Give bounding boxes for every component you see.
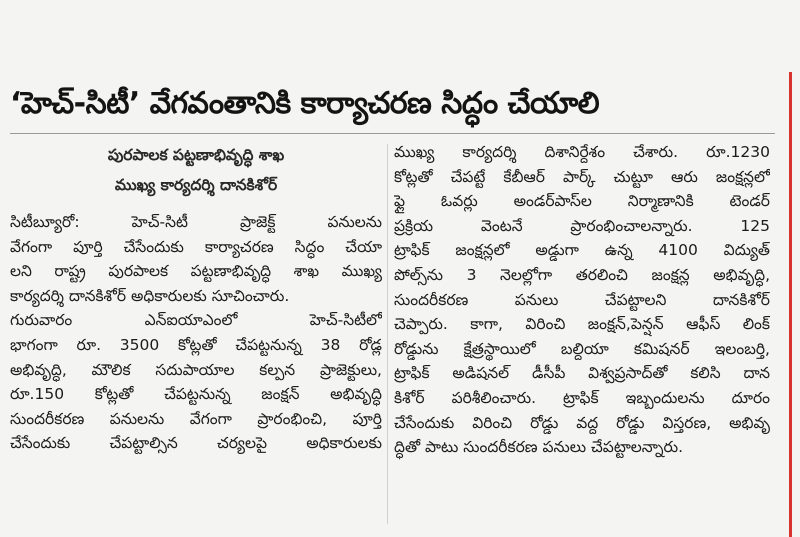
body-line: సిటీబ్యూరో: హెచ్-సిటీ ప్రాజెక్ట్ పనులను <box>10 213 382 231</box>
body-line: ట్రాఫిక్ జంక్షన్లలో అడ్డుగా ఉన్న 4100 విద్యుత్ <box>394 241 770 260</box>
body-line: అభివృద్ధి, మౌలిక సదుపాయాల కల్పన ప్రాజెక్టులు, <box>10 360 382 379</box>
body-line: ఫ్లై ఓవర్లు అండర్‌పాస్‌ల నిర్మాణానికి టెండర్ <box>394 192 770 211</box>
page-edge-bar <box>789 72 792 537</box>
body-line: ప్రక్రియ వెంటనే ప్రారంభించాలన్నారు. 125 <box>394 216 770 235</box>
article-column-left <box>10 140 382 456</box>
body-line: సుందరీకరణ పనులు చేపట్టాలని దానకిశోర్ <box>394 290 770 309</box>
body-line: కోట్లతో చేపట్టే కేబీఆర్ పార్క్ చుట్టూ ఆరు జంక్షన్లలో <box>394 167 770 186</box>
body-line: ముఖ్య కార్యదర్శి దిశానిర్దేశం చేశారు. రూ.1230 <box>394 143 770 161</box>
article-column-right <box>394 140 770 460</box>
left-column-body <box>10 210 382 456</box>
body-line: లని రాష్ట్ర పురపాలక పట్టణాభివృద్ధి శాఖ ముఖ్య <box>10 262 382 281</box>
body-line: రూ.150 కోట్లతో చేపట్టనున్న జంక్షన్ అభివృద్ధి <box>10 385 382 404</box>
body-line: చెప్పారు. కాగా, విరించి జంక్షన్,పెన్షన్ ఆఫీస్ లింక్ <box>394 315 770 334</box>
body-line: కిశోర్ పరిశీలించారు. ట్రాఫిక్ ఇబ్బందులను దూరం <box>394 388 770 407</box>
body-line: పోల్స్‌ను 3 నెలల్లోగా తరలించి జంక్షన్ల అభివృద్ధి, <box>394 265 770 284</box>
body-line: వేగంగా పూర్తి చేసేందుకు కార్యాచరణ సిద్ధం చేయా <box>10 237 382 256</box>
subhead-official: ముఖ్య కార్యదర్శి దానకిశోర్ <box>114 176 278 194</box>
subhead-department: పురపాలక పట్టణాభివృద్ధి శాఖ <box>107 146 285 164</box>
body-line: ద్ధితో పాటు సుందరీకరణ పనులు చేపట్టాలన్నారు. <box>394 438 684 457</box>
headline-rule <box>10 133 775 134</box>
body-line: భాగంగా రూ. 3500 కోట్లతో చేపట్టనున్న 38 రోడ్ల <box>10 335 382 354</box>
body-line: గురువారం ఎన్ఐయాఎంలో హెచ్-సిటీలో <box>10 311 382 330</box>
column-divider <box>387 144 388 524</box>
body-line: కార్యదర్శి దానకిశోర్ అధికారులకు సూచించారు. <box>10 286 290 305</box>
article-headline: ‘హెచ్-సిటీ’ వేగవంతానికి కార్యాచరణ సిద్ధం చేయాలి <box>10 86 600 121</box>
body-line: చేసేందుకు విరించి రోడ్డు వద్ద రోడ్డు విస్తరణ, అభివృ <box>394 413 770 432</box>
body-line: రోడ్డును క్షేత్రస్థాయిలో బల్దియా కమిషనర్ ఇలంబర్తి, <box>394 339 770 358</box>
body-line: చేసేందుకు చేపట్టాల్సిన చర్యలపై అధికారులకు <box>10 434 382 453</box>
body-line: సుందరీకరణ పనులను వేగంగా ప్రారంభించి, పూర్తి <box>10 409 382 428</box>
body-line: ట్రాఫిక్ అడిషనల్ డీసీపీ విశ్వప్రసాద్‌తో కలిసి దాన <box>394 364 770 383</box>
